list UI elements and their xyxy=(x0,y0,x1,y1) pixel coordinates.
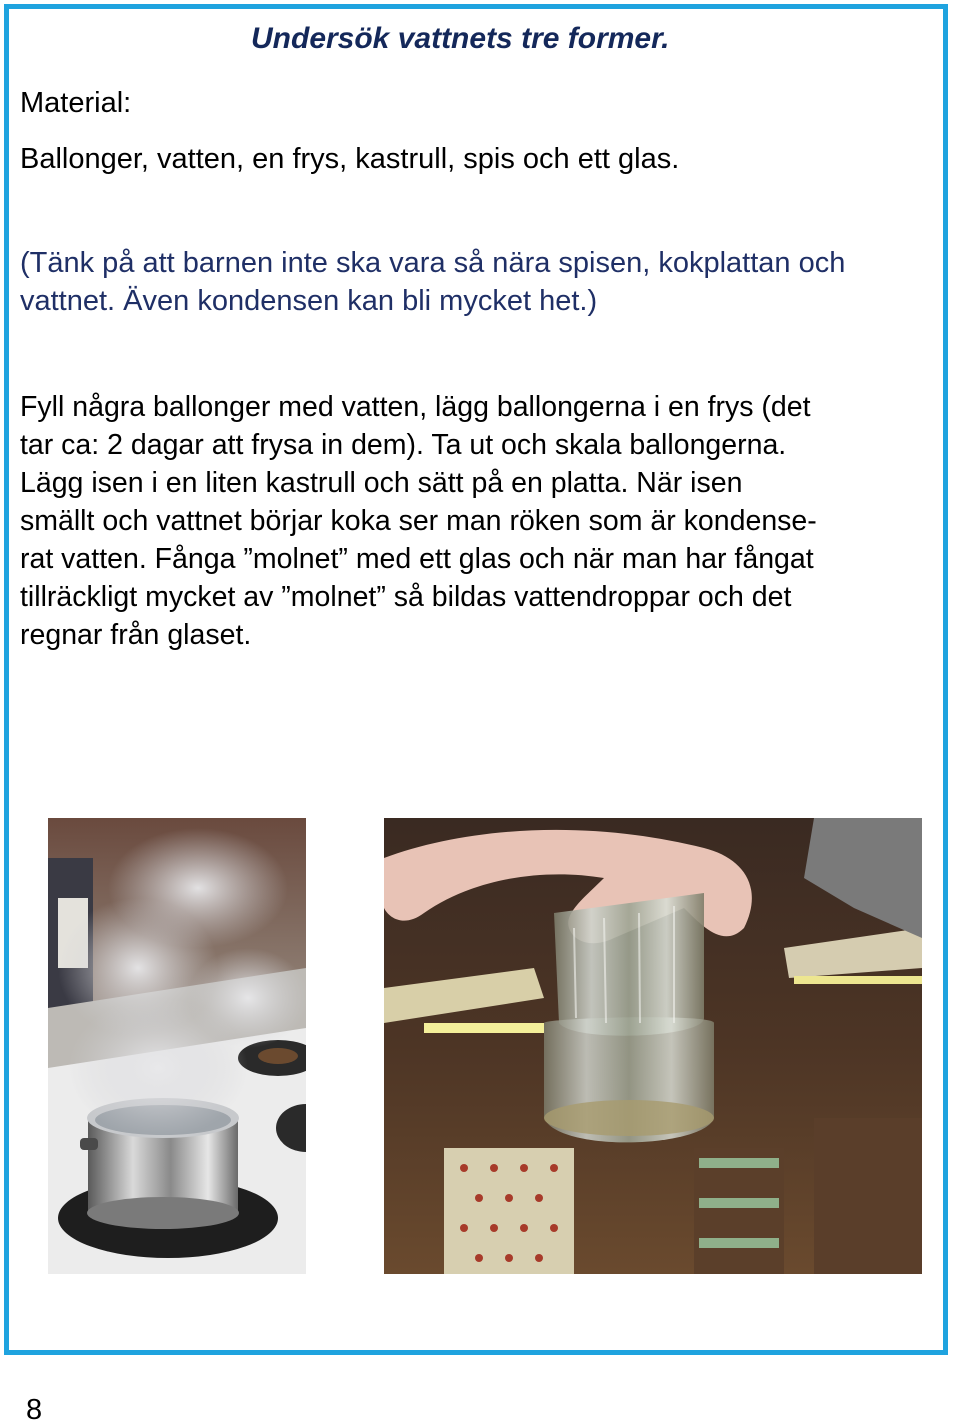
instructions-line: Lägg isen i en liten kastrull och sätt på en platta. När isen xyxy=(20,467,743,499)
safety-note xyxy=(20,244,845,320)
instructions-line: rat vatten. Fånga ”molnet” med ett glas och när man har fångat xyxy=(20,543,814,575)
safety-note-line: vattnet. Även kondensen kan bli mycket het.) xyxy=(20,285,598,317)
instructions-line: smällt och vattnet börjar koka ser man röken som är kondense- xyxy=(20,505,817,537)
instructions-line: Fyll några ballonger med vatten, lägg ballongerna i en frys (det xyxy=(20,391,811,423)
material-list: Ballonger, vatten, en frys, kastrull, spis och ett glas. xyxy=(20,143,680,175)
safety-note-line: (Tänk på att barnen inte ska vara så nära spisen, kokplattan och xyxy=(20,247,846,279)
photo-boiling-pot xyxy=(48,818,306,1274)
page-number: 8 xyxy=(26,1394,43,1426)
page-title: Undersök vattnets tre former. xyxy=(251,22,670,55)
instructions-line: regnar från glaset. xyxy=(20,619,252,651)
instructions-line: tar ca: 2 dagar att frysa in dem). Ta ut och skala ballongerna. xyxy=(20,429,787,461)
material-label: Material: xyxy=(20,87,132,119)
instructions-paragraph xyxy=(20,388,817,654)
instructions-line: tillräckligt mycket av ”molnet” så bildas vattendroppar och det xyxy=(20,581,792,613)
photo-glass-condensation xyxy=(384,818,922,1274)
